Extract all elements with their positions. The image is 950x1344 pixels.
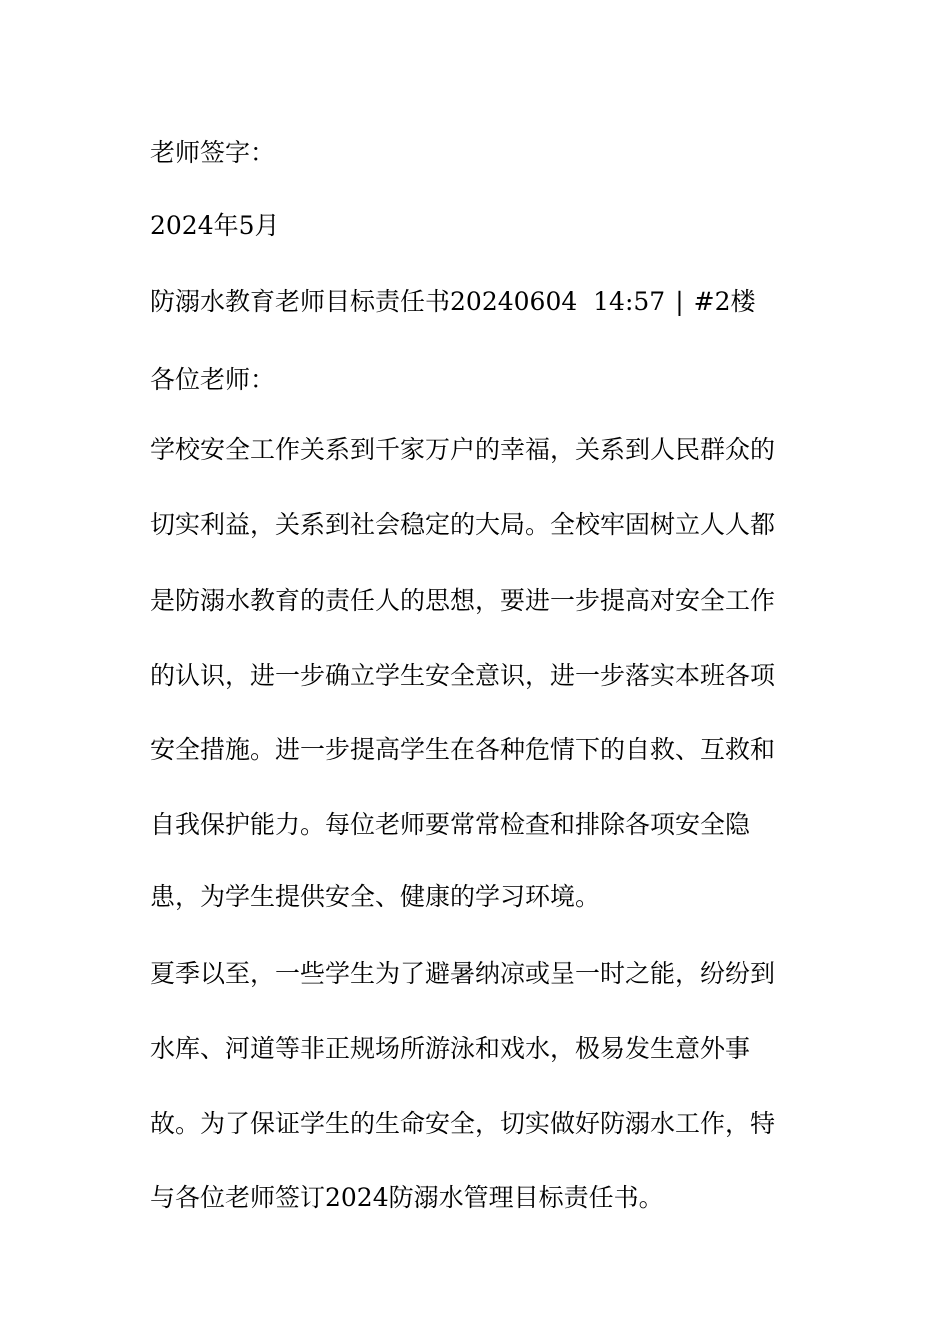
paragraph1-line-1: 学校安全工作关系到千家万户的幸福，关系到人民群众的 [150,435,776,464]
paragraph1-line-3: 是防溺水教育的责任人的思想，要进一步提高对安全工作 [150,586,776,615]
paragraph1-line-2: 切实利益，关系到社会稳定的大局。全校牢固树立人人都 [150,510,776,539]
post-floor: #2楼 [693,287,756,316]
paragraph1-line-4: 的认识，进一步确立学生安全意识，进一步落实本班各项 [150,661,776,690]
paragraph2-line-1: 夏季以至，一些学生为了避暑纳凉或呈一时之能，纷纷到 [150,959,776,988]
post-header [150,284,800,320]
paragraph1-line-5: 安全措施。进一步提高学生在各种危情下的自救、互救和 [150,735,776,764]
paragraph2-line-2: 水库、河道等非正规场所游泳和戏水，极易发生意外事 [150,1034,751,1063]
post-title: 防溺水教育老师目标责任书 [150,287,451,316]
paragraph1-line-6: 自我保护能力。每位老师要常常检查和排除各项安全隐 [150,810,751,839]
salutation: 各位老师： [150,365,276,394]
paragraph2-line-3: 故。为了保证学生的生命安全，切实做好防溺水工作，特 [150,1109,776,1138]
signature-label: 老师签字： [150,138,276,167]
post-separator: | [675,287,684,316]
paragraph2-line-4: 与各位老师签订2024防溺水管理目标责任书。 [150,1183,664,1212]
document-date: 2024年5月 [150,211,280,240]
post-timestamp: 20240604 14:57 [450,287,666,316]
paragraph1-line-7: 患，为学生提供安全、健康的学习环境。 [150,882,601,911]
